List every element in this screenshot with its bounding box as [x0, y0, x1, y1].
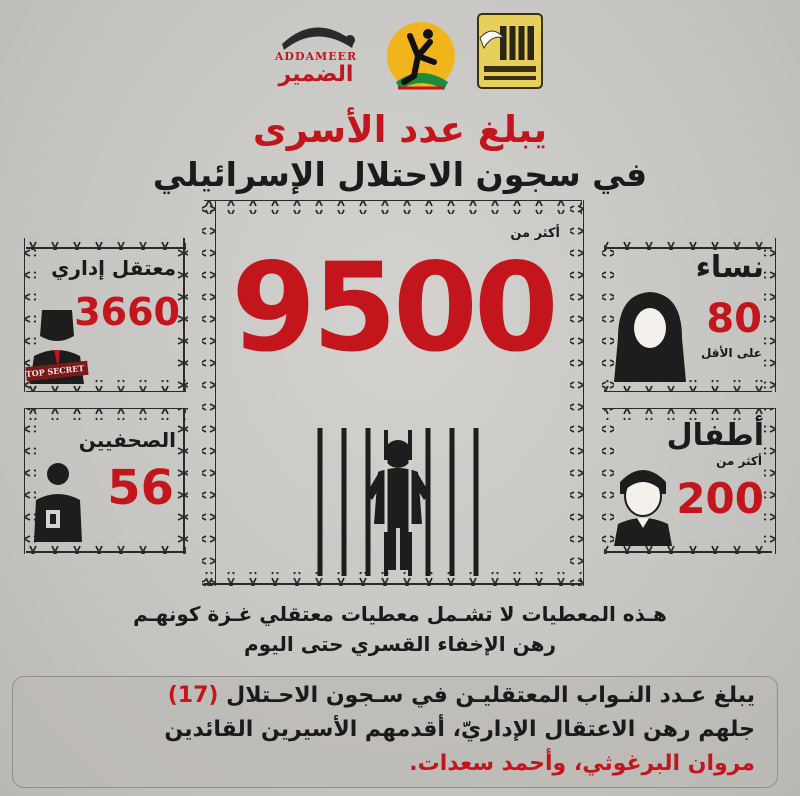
title-line-2: في سجون الاحتلال الإسرائيلي — [152, 155, 648, 194]
mps-line-2: جلهم رهن الاعتقال الإداريّ، أقدمهم الأسيرين القائدين — [164, 717, 755, 742]
women-qualifier: على الأقل — [700, 346, 762, 360]
gaza-note-line-2: رهن الإخفاء القسري حتى اليوم — [244, 632, 556, 656]
addameer-latin-text: ADDAMEER — [274, 50, 358, 63]
mps-line-1-text: يبلغ عـدد النـواب المعتقليـن في سـجون الاحـتلال — [226, 683, 755, 708]
title-line-1: يبلغ عدد الأسرى — [252, 108, 548, 151]
children-label: أطفال — [666, 418, 764, 453]
gaza-note-line-1: هـذه المعطيات لا تشـمل معطيات معتقلي غـزة كونهـم — [133, 602, 667, 626]
top-secret-stamp: TOP SECRET — [25, 362, 85, 380]
addameer-arabic-text: الضمير — [278, 62, 354, 87]
total-count: 9500 — [231, 237, 555, 379]
journalists-value: 56 — [107, 460, 174, 516]
mps-count: (17) — [167, 683, 219, 708]
journalists-label: الصحفيين — [78, 428, 176, 452]
mps-line-3: مروان البرغوثي، وأحمد سعدات. — [409, 751, 755, 776]
total-prefix: أكثر من — [510, 226, 560, 241]
children-qualifier: أكثر من — [716, 454, 762, 468]
prisoner-behind-bars-icon — [300, 420, 490, 580]
women-value: 80 — [706, 296, 762, 342]
parliament-members-box — [12, 676, 778, 788]
women-label: نساء — [695, 250, 764, 285]
woman-hijab-icon — [612, 288, 688, 384]
administrative-value: 3660 — [74, 290, 180, 334]
administrative-label: معتقل إداري — [51, 256, 176, 280]
child-icon — [610, 460, 676, 546]
mps-line-1 — [35, 683, 755, 708]
journalist-icon — [28, 460, 88, 544]
children-value: 200 — [676, 474, 764, 523]
